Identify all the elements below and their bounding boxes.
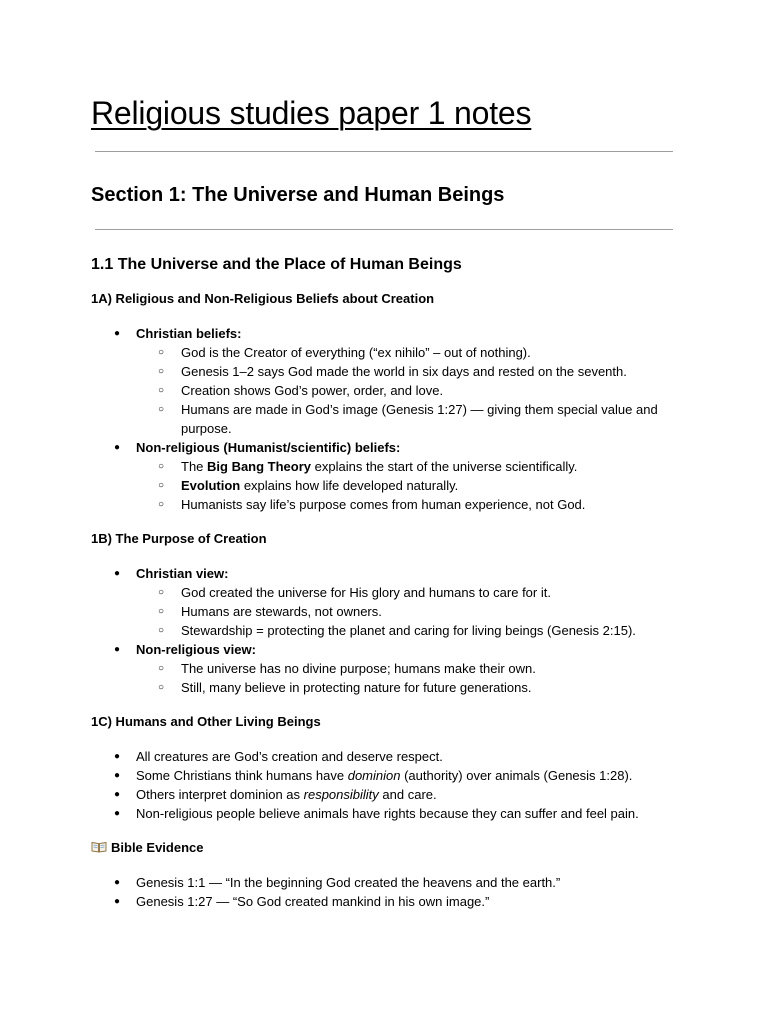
heading-1c: 1C) Humans and Other Living Beings: [91, 714, 321, 729]
subsection-heading: 1.1 The Universe and the Place of Human Beings: [91, 256, 462, 273]
circle-bullet-icon: ○: [158, 347, 165, 358]
circle-bullet-icon: ○: [158, 682, 165, 693]
circle-bullet-icon: ○: [158, 499, 165, 510]
nonreligious-view-label: Non-religious view:: [136, 642, 256, 657]
list-item: ○ Still, many believe in protecting nature for future generations.: [158, 680, 532, 695]
list-item: ○ Stewardship = protecting the planet and caring for living beings (Genesis 2:15).: [158, 623, 636, 638]
sub-list: [136, 343, 676, 438]
heading-1b: 1B) The Purpose of Creation: [91, 531, 267, 546]
open-book-icon: [91, 841, 107, 853]
list-item: ● All creatures are God’s creation and deserve respect.: [114, 749, 443, 764]
section-divider: [95, 229, 673, 230]
sub-list: [136, 583, 676, 640]
circle-bullet-icon: ○: [158, 461, 165, 472]
bullet-icon: ●: [114, 442, 121, 453]
bullet-icon: ●: [114, 808, 121, 819]
list-item: ● Non-religious people believe animals have rights because they can suffer and feel pain.: [114, 806, 639, 821]
bible-evidence-heading: Bible Evidence: [91, 839, 676, 857]
circle-bullet-icon: ○: [158, 385, 165, 396]
circle-bullet-icon: ○: [158, 366, 165, 377]
list-1b: [91, 564, 676, 697]
nonreligious-beliefs-label: Non-religious (Humanist/scientific) beliefs:: [136, 440, 401, 455]
christian-beliefs-label: Christian beliefs:: [136, 326, 242, 341]
circle-bullet-icon: ○: [158, 480, 165, 491]
bullet-icon: ●: [114, 789, 121, 800]
list-1c: [91, 747, 676, 823]
list-item: ● Others interpret dominion as responsibility and care.: [114, 787, 437, 802]
list-item: ○ Humans are stewards, not owners.: [158, 604, 382, 619]
list-item: ● Some Christians think humans have dominion (authority) over animals (Genesis 1:28).: [114, 768, 633, 783]
circle-bullet-icon: ○: [158, 625, 165, 636]
bullet-icon: ●: [114, 751, 121, 762]
list-item: ○ Humanists say life’s purpose comes from human experience, not God.: [158, 497, 586, 512]
list-item: [91, 640, 676, 697]
christian-view-label: Christian view:: [136, 566, 229, 581]
list-item: [91, 564, 676, 640]
heading-1a: 1A) Religious and Non-Religious Beliefs about Creation: [91, 291, 435, 306]
bullet-icon: ●: [114, 328, 121, 339]
list-item: ○ The Big Bang Theory explains the start of the universe scientifically.: [158, 459, 578, 474]
sub-list: [136, 659, 676, 697]
circle-bullet-icon: ○: [158, 587, 165, 598]
list-item: ○ God created the universe for His glory and humans to care for it.: [158, 585, 551, 600]
list-item: ○ Genesis 1–2 says God made the world in six days and rested on the seventh.: [158, 364, 627, 379]
bullet-icon: ●: [114, 896, 121, 907]
list-item: ○ God is the Creator of everything (“ex nihilo” – out of nothing).: [158, 345, 531, 360]
list-item: ● Genesis 1:27 — “So God created mankind in his own image.”: [114, 894, 490, 909]
circle-bullet-icon: ○: [158, 663, 165, 674]
list-bible: [91, 873, 676, 911]
bullet-icon: ●: [114, 877, 121, 888]
bullet-icon: ●: [114, 644, 121, 655]
list-item: ○ Evolution explains how life developed naturally.: [158, 478, 459, 493]
bullet-icon: ●: [114, 568, 121, 579]
list-item: ○ The universe has no divine purpose; humans make their own.: [158, 661, 536, 676]
list-item: ● Genesis 1:1 — “In the beginning God created the heavens and the earth.”: [114, 875, 561, 890]
sub-list: [136, 457, 676, 514]
list-item: ○ Creation shows God’s power, order, and love.: [158, 383, 444, 398]
title-divider: [95, 151, 673, 152]
list-1a: [91, 324, 676, 514]
circle-bullet-icon: ○: [158, 606, 165, 617]
list-item: ○ Humans are made in God’s image (Genesis 1:27) — giving them special value and purpose.: [158, 402, 658, 436]
circle-bullet-icon: ○: [158, 404, 165, 415]
document-title: Religious studies paper 1 notes: [91, 95, 532, 131]
list-item: [91, 438, 676, 514]
section-heading: Section 1: The Universe and Human Beings: [91, 184, 505, 206]
bullet-icon: ●: [114, 770, 121, 781]
list-item: [91, 324, 676, 438]
